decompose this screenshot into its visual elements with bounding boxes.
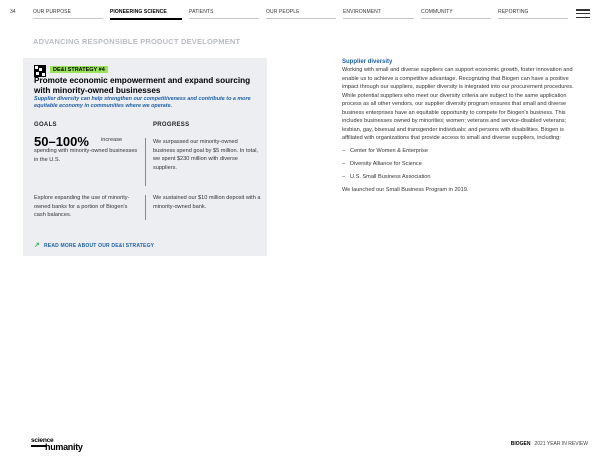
divider-line <box>145 138 146 186</box>
nav-underline <box>498 18 568 19</box>
arrow-up-right-icon[interactable]: ↗ <box>34 242 40 249</box>
menu-icon[interactable] <box>576 9 590 18</box>
goal-2-text: Explore expanding the use of minority-owned banks for a portion of Biogen's cash balances. <box>34 195 130 218</box>
list-item: – Center for Women & Enterprise <box>342 147 428 154</box>
nav-underline <box>421 18 491 19</box>
nav-underline-active <box>110 18 182 20</box>
strategy-panel <box>23 58 267 256</box>
company-name: BIOGEN <box>510 441 531 447</box>
goal-1-text: spending with minority-owned businesses in the U.S. <box>34 148 138 163</box>
nav-item-our-people[interactable]: OUR PEOPLE <box>266 9 300 15</box>
nav-item-patients[interactable]: PATIENTS <box>189 9 214 15</box>
list-item: – U.S. Small Business Association <box>342 173 431 180</box>
closing-text: We launched our Small Business Program in 2019. <box>342 186 469 193</box>
page-number: 34 <box>10 9 16 15</box>
science-humanity-logo: science humanity <box>31 437 83 452</box>
progress-2-text: We sustained our $10 million deposit with a minority-owned bank. <box>153 195 261 210</box>
supplier-diversity-body: Working with small and diverse suppliers can support economic growth, foster innovation and enable us to achieve a competitive advantage. Recognizing that Biogen can have a positive impact through our suppliers, supplier diversity is integrated into our procurement procedures. While potential suppliers who meet our diversity criteria are subject to the same application process as all other vendors, our supplier diversity program ensures that small and diverse business enterprises have an equitable opportunity to compete for Biogen's business. This includes businesses owned by minorities; women; veterans and service-disabled veterans; lesbian, gay, bisexual and transgender individuals; and persons with disabilities. Biogen is affiliated with organizations that provide access to small and diverse suppliers, including: <box>342 67 574 141</box>
supplier-diversity-heading: Supplier diversity <box>342 59 393 65</box>
report-name: 2021 YEAR IN REVIEW <box>534 441 588 447</box>
goal-inline-text: increase <box>101 137 123 143</box>
nav-item-reporting[interactable]: REPORTING <box>498 9 529 15</box>
read-more-link[interactable]: READ MORE ABOUT OUR DE&I STRATEGY <box>44 243 155 249</box>
panel-title: Promote economic empowerment and expand sourcing with minority-owned businesses <box>34 76 251 95</box>
footer-report-title <box>511 441 588 447</box>
supplier-diversity-section <box>342 58 576 194</box>
progress-1-text: We surpassed our minority-owned business spend goal by $5 million. In total, we spent $230 million with diverse suppliers. <box>153 139 259 171</box>
organization-list <box>342 147 576 182</box>
divider-line <box>145 195 146 220</box>
nav-item-pioneering-science[interactable]: PIONEERING SCIENCE <box>110 9 167 15</box>
nav-underline <box>189 18 259 19</box>
nav-item-community[interactable]: COMMUNITY <box>421 9 453 15</box>
nav-item-our-purpose[interactable]: OUR PURPOSE <box>33 9 72 15</box>
nav-underline <box>266 18 336 19</box>
list-item: – Diversity Alliance for Science <box>342 160 422 167</box>
nav-underline <box>33 18 103 19</box>
top-navigation <box>0 0 600 22</box>
progress-heading: PROGRESS <box>153 122 190 128</box>
goals-heading: GOALS <box>34 122 57 128</box>
goal-percentage: 50–100% <box>34 134 89 149</box>
panel-subtitle: Supplier diversity can help strengthen our competitiveness and contribute to a more equitable economy in communities where we operate. <box>34 96 251 110</box>
section-label: ADVANCING RESPONSIBLE PRODUCT DEVELOPMENT <box>33 37 241 46</box>
nav-underline <box>343 18 414 19</box>
strategy-tag: DE&I STRATEGY #4 <box>50 66 108 73</box>
nav-item-environment[interactable]: ENVIRONMENT <box>343 9 382 15</box>
